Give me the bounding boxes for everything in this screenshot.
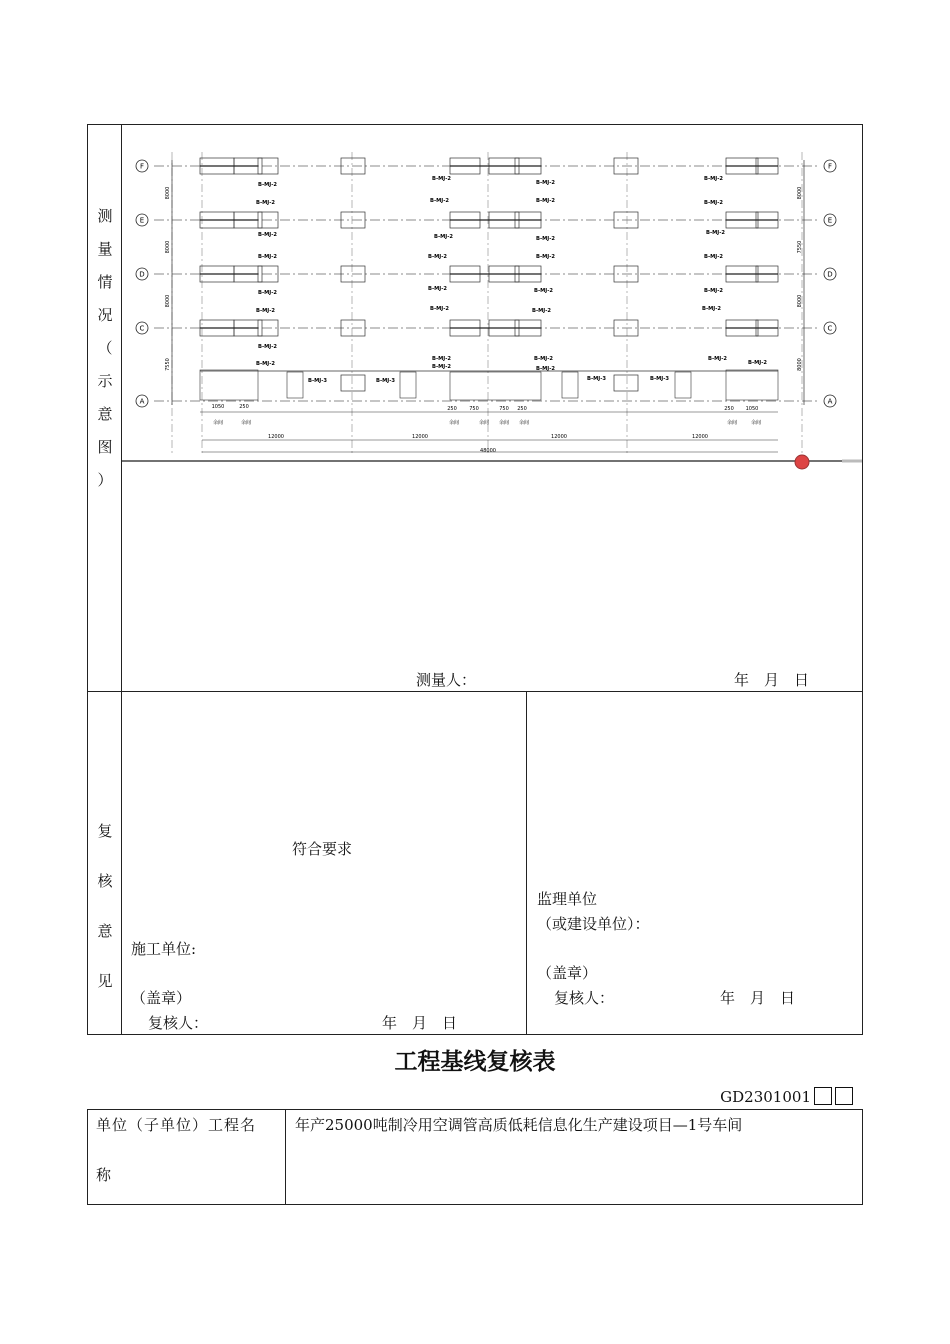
member-label: B-MJ-2 (536, 236, 555, 242)
contractor-stamp: （盖章） (131, 989, 192, 1007)
review-side-label (88, 806, 122, 1006)
room-label: 余间 (240, 420, 252, 426)
member-label: B-MJ-2 (534, 356, 553, 362)
member-label-alt: B-MJ-3 (650, 376, 669, 382)
project-name: 年产25000吨制冷用空调管高质低耗信息化生产建设项目—1号车间 (295, 1116, 743, 1134)
supervisor-date: 年 月 日 (720, 989, 796, 1007)
form-code (720, 1087, 853, 1106)
member-label: B-MJ-2 (536, 198, 555, 204)
axis-label: E (139, 216, 145, 225)
right-dim-label: 8000 (797, 358, 803, 371)
project-label-2: 称 (96, 1166, 112, 1184)
axis-label: C (827, 324, 833, 333)
project-label: 单位（子单位）工程名 (96, 1116, 257, 1134)
member-label: B-MJ-2 (704, 254, 723, 260)
survey-side-label-char: 意 (97, 405, 113, 423)
survey-side-label-char: 情 (97, 273, 113, 291)
member-label-alt: B-MJ-3 (308, 378, 327, 384)
section-divider (87, 691, 863, 692)
small-dim-label: 250 (239, 404, 249, 410)
contractor-label: 施工单位: (131, 940, 197, 958)
bay-dim-label: 12000 (551, 434, 567, 440)
member-label: B-MJ-2 (430, 306, 449, 312)
member-label: B-MJ-2 (258, 290, 277, 296)
left-dim-label: 8000 (165, 294, 171, 308)
survey-side-label-char: 图 (97, 438, 113, 456)
room-block (450, 372, 541, 400)
member-label: B-MJ-2 (704, 200, 723, 206)
survey-side-label-char: 况 (97, 306, 113, 324)
room-label: 余间 (750, 420, 762, 426)
survey-date: 年 月 日 (734, 671, 810, 689)
member-label: B-MJ-2 (256, 361, 275, 367)
small-dim-label: 750 (469, 406, 479, 412)
member-label: B-MJ-2 (706, 230, 725, 236)
member-label: B-MJ-2 (258, 232, 277, 238)
room-block (675, 372, 691, 398)
project-table-divider (285, 1109, 286, 1205)
room-label: 余间 (212, 420, 224, 426)
member-label: B-MJ-2 (702, 306, 721, 312)
axis-label: E (827, 216, 833, 225)
member-label: B-MJ-2 (532, 308, 551, 314)
small-dim-label: 250 (447, 406, 457, 412)
code-box-2[interactable] (835, 1087, 853, 1105)
survey-side-label-char: （ (97, 339, 113, 357)
column-pad (614, 375, 638, 391)
member-label: B-MJ-2 (432, 356, 451, 362)
member-label: B-MJ-2 (432, 176, 451, 182)
member-label: B-MJ-2 (256, 308, 275, 314)
small-dim-label: 250 (724, 406, 734, 412)
small-dim-label: 250 (517, 406, 527, 412)
room-label: 余间 (726, 420, 738, 426)
contractor-date: 年 月 日 (382, 1014, 458, 1032)
small-dim-label: 1050 (745, 406, 759, 412)
left-dim-label: 8000 (165, 240, 171, 254)
bay-dim-label: 12000 (412, 434, 428, 440)
member-label: B-MJ-2 (430, 198, 449, 204)
bay-dim-label: 12000 (692, 434, 708, 440)
supervisor-label: 监理单位 (537, 890, 598, 908)
member-label-alt: B-MJ-3 (376, 378, 395, 384)
member-label: B-MJ-2 (536, 254, 555, 260)
member-label: B-MJ-2 (704, 176, 723, 182)
review-column-divider (526, 691, 527, 1035)
member-label: B-MJ-2 (256, 200, 275, 206)
member-label: B-MJ-2 (536, 180, 555, 186)
right-dim-label: 7550 (797, 240, 803, 254)
survey-side-label-char: 量 (97, 240, 113, 258)
bay-dim-label: 12000 (268, 434, 284, 440)
survey-side-label-char: 示 (97, 372, 113, 390)
member-label: B-MJ-2 (704, 288, 723, 294)
room-label: 余间 (518, 420, 530, 426)
right-dim-label: 8000 (797, 294, 803, 308)
member-label: B-MJ-2 (258, 344, 277, 350)
survey-side-label-char: 测 (97, 207, 113, 225)
axis-label: F (827, 162, 833, 171)
member-label: B-MJ-2 (536, 366, 555, 372)
room-block (200, 370, 258, 400)
room-block (726, 370, 778, 400)
room-label: 余间 (478, 420, 490, 426)
form-title: 工程基线复核表 (394, 1048, 556, 1075)
axis-label: C (139, 324, 145, 333)
room-block (400, 372, 416, 398)
left-dim-label: 8000 (165, 186, 171, 200)
axis-label: F (139, 162, 145, 171)
left-dim-label: 7550 (165, 358, 171, 371)
total-dim-label: 48000 (480, 448, 496, 454)
review-side-label-char: 复 (97, 822, 113, 840)
review-side-label-char: 见 (97, 972, 113, 990)
right-dim-label: 8000 (797, 186, 803, 200)
small-dim-label: 750 (499, 406, 509, 412)
code-box-1[interactable] (814, 1087, 832, 1105)
supervisor-stamp: （盖章） (537, 964, 598, 982)
room-block (562, 372, 578, 398)
survey-side-label (88, 200, 122, 497)
member-label: B-MJ-2 (748, 360, 767, 366)
member-label: B-MJ-2 (428, 286, 447, 292)
form-code-text: GD2301001 (720, 1088, 811, 1106)
member-label: B-MJ-2 (432, 364, 451, 370)
room-block (287, 372, 303, 398)
member-label: B-MJ-2 (258, 182, 277, 188)
surveyor-label: 测量人： (416, 671, 477, 689)
member-label-alt: B-MJ-3 (587, 376, 606, 382)
review-side-label-char: 核 (97, 872, 113, 890)
review-side-label-char: 意 (97, 922, 113, 940)
member-label: B-MJ-2 (428, 254, 447, 260)
member-label: B-MJ-2 (434, 234, 453, 240)
supervisor-reviewer: 复核人： (554, 989, 615, 1007)
member-label: B-MJ-2 (708, 356, 727, 362)
axis-label: D (139, 270, 145, 279)
member-label: B-MJ-2 (534, 288, 553, 294)
survey-side-label-char: ） (97, 471, 113, 489)
room-label: 余间 (448, 420, 460, 426)
review-conclusion: 符合要求 (292, 840, 353, 858)
axis-label: A (139, 397, 145, 406)
supervisor-label-2: （或建设单位）： (537, 915, 650, 933)
member-label: B-MJ-2 (258, 254, 277, 260)
room-label: 余间 (498, 420, 510, 426)
column-pad (341, 375, 365, 391)
contractor-reviewer: 复核人： (148, 1014, 209, 1032)
small-dim-label: 1050 (211, 404, 225, 410)
axis-label: A (827, 397, 833, 406)
axis-label: D (827, 270, 833, 279)
site-plan-drawing (122, 140, 862, 480)
